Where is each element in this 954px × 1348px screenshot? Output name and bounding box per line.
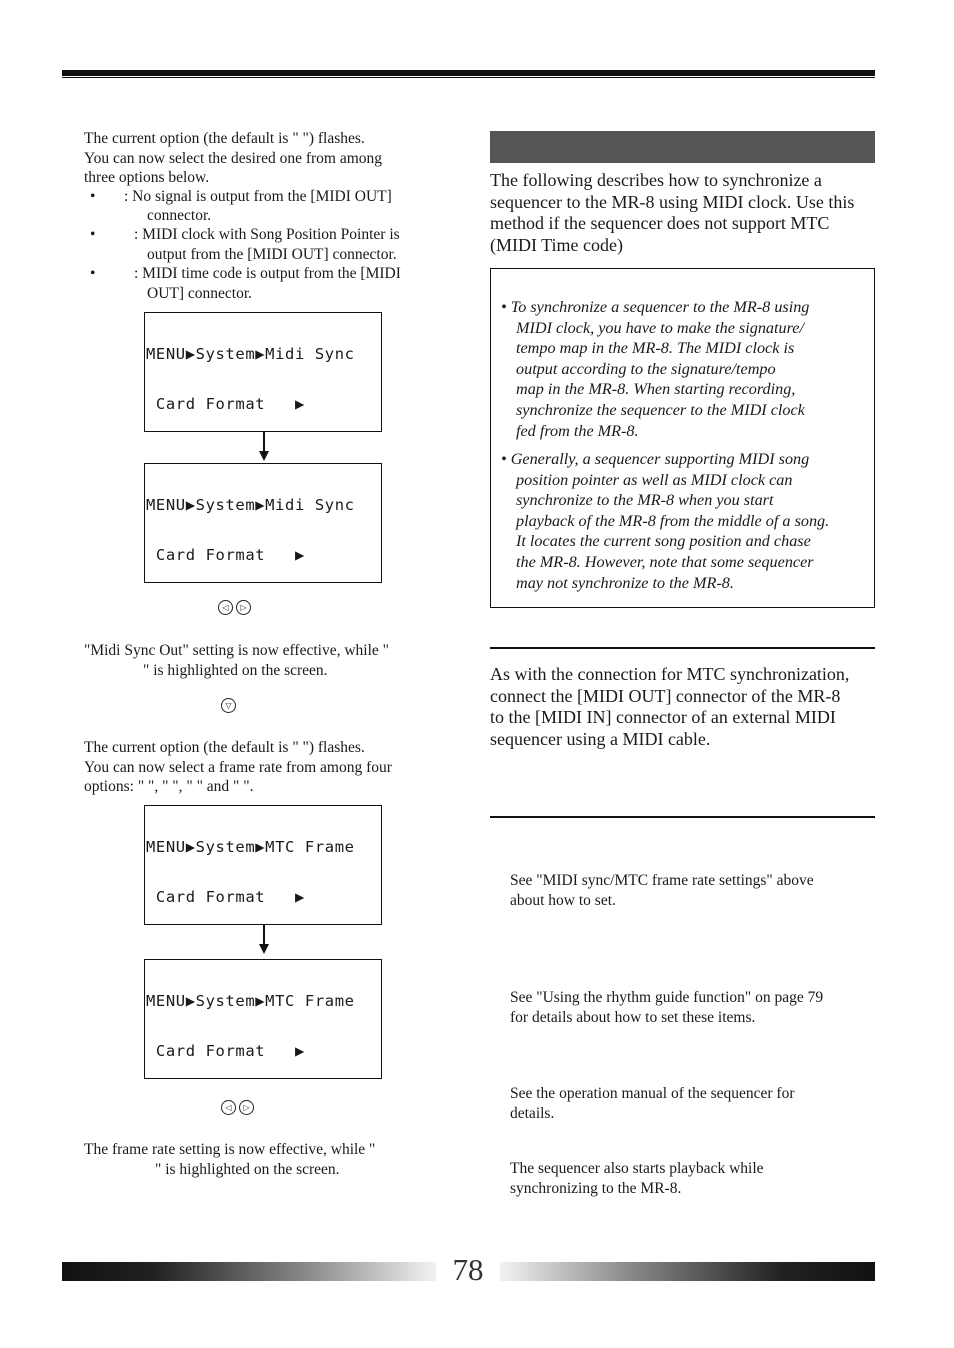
lcd-screen-midi-sync-1: [144, 312, 382, 432]
text-line: As with the connection for MTC synchronization,: [490, 664, 850, 684]
text-line: three options below.: [84, 169, 210, 186]
bullet-marker: •: [90, 226, 96, 243]
header-rule: [62, 70, 875, 76]
text-line: " is highlighted on the screen.: [155, 1160, 340, 1178]
header-rule-thin: [62, 77, 875, 78]
text-line: for details about how to set these items.: [510, 1008, 756, 1026]
text-line: (MIDI Time code): [490, 234, 623, 255]
text-line: The current option (the default is " ") flashes.: [84, 739, 365, 756]
text-line: synchronizing to the MR-8.: [510, 1179, 682, 1197]
bullet-marker: •: [90, 265, 96, 282]
connection-paragraph: [490, 664, 885, 750]
text-line: tempo map in the MR-8. The MIDI clock is: [516, 339, 795, 358]
note-box: [490, 268, 875, 608]
bullet-marker: •: [90, 188, 96, 205]
text-line: the MR-8. However, note that some sequencer: [516, 552, 814, 571]
option-off-desc: : No signal is output from the [MIDI OUT]: [124, 188, 392, 205]
right-button-icon: ▷: [239, 1100, 254, 1115]
arrow-down-icon: [259, 451, 269, 461]
page-number: 78: [452, 1252, 484, 1287]
option-mtc-desc: : MIDI time code is output from the [MIDI: [134, 265, 401, 282]
step-2-note: [510, 988, 880, 1027]
midi-sync-effective-note: [84, 641, 454, 680]
frame-rate-intro: [84, 738, 454, 797]
lcd-line: Card Format ▶: [146, 1041, 305, 1060]
lcd-line: MENU▶System▶MTC Frame: [146, 838, 355, 857]
lcd-screen-mtc-frame-2: [144, 959, 382, 1079]
section-rule: [490, 647, 875, 649]
note-item-2: [501, 449, 873, 593]
lcd-screen-midi-sync-2: [144, 463, 382, 583]
text-line: details.: [510, 1104, 555, 1122]
text-line: See "MIDI sync/MTC frame rate settings" above: [510, 872, 814, 889]
text-line: to the [MIDI IN] connector of an external MIDI: [490, 707, 836, 727]
text-line: connect the [MIDI OUT] connector of the MR-8: [490, 685, 841, 706]
option-off-desc-cont: connector.: [147, 207, 212, 224]
footer-gradient-right: [500, 1262, 875, 1281]
text-line: position pointer as well as MIDI clock can: [516, 470, 793, 489]
text-line: MIDI clock, you have to make the signature/: [516, 318, 804, 337]
text-line: sequencer using a MIDI cable.: [490, 728, 711, 749]
option-clock-desc: : MIDI clock with Song Position Pointer is: [134, 226, 400, 243]
lcd-line: Card Format ▶: [146, 545, 305, 564]
text-line: The frame rate setting is now effective, while ": [84, 1141, 376, 1158]
midi-clock-intro: [490, 170, 880, 256]
option-mtc-desc-cont: OUT] connector.: [147, 285, 253, 302]
text-line: playback of the MR-8 from the middle of a song.: [516, 511, 830, 530]
lcd-screen-mtc-frame-1: [144, 805, 382, 925]
text-line: map in the MR-8. When starting recording,: [516, 380, 796, 399]
right-button-icon: ▷: [236, 600, 251, 615]
section-rule: [490, 816, 875, 818]
footer-gradient-left: [62, 1262, 436, 1281]
lcd-line: MENU▶System▶Midi Sync: [146, 496, 355, 515]
text-line: • To synchronize a sequencer to the MR-8 using: [501, 298, 810, 316]
text-line: fed from the MR-8.: [516, 421, 639, 440]
lcd-line: MENU▶System▶Midi Sync: [146, 345, 355, 364]
text-line: The current option (the default is " ") flashes.: [84, 130, 365, 147]
text-line: See the operation manual of the sequencer for: [510, 1085, 795, 1102]
lcd-line: Card Format ▶: [146, 394, 305, 413]
arrow-down-icon: [259, 944, 269, 954]
text-line: You can now select a frame rate from among four: [84, 758, 392, 776]
left-button-icon: ◁: [221, 1100, 236, 1115]
lcd-line: MENU▶System▶MTC Frame: [146, 992, 355, 1011]
left-button-icon: ◁: [218, 600, 233, 615]
text-line: synchronize to the MR-8 when you start: [516, 491, 774, 510]
option-clock-desc-cont: output from the [MIDI OUT] connector.: [147, 246, 397, 263]
step-4-note: [510, 1159, 880, 1198]
text-line: It locates the current song position and chase: [516, 532, 811, 551]
frame-rate-effective-note: [84, 1140, 454, 1179]
lcd-line: Card Format ▶: [146, 887, 305, 906]
text-line: options: " ", " ", " " and " ".: [84, 778, 254, 795]
text-line: method if the sequencer does not support MTC: [490, 213, 830, 233]
step-1-note: [510, 871, 880, 910]
text-line: sequencer to the MR-8 using MIDI clock. Use this: [490, 191, 855, 212]
text-line: synchronize the sequencer to the MIDI clock: [516, 400, 805, 419]
text-line: The sequencer also starts playback while: [510, 1160, 764, 1177]
text-line: You can now select the desired one from among: [84, 149, 383, 167]
text-line: about how to set.: [510, 891, 616, 909]
text-line: • Generally, a sequencer supporting MIDI song: [501, 450, 810, 468]
option-intro: [84, 129, 454, 188]
text-line: output according to the signature/tempo: [516, 359, 776, 378]
text-line: may not synchronize to the MR-8.: [516, 573, 734, 592]
down-button-icon: ▽: [221, 698, 236, 713]
flow-arrow: [263, 924, 265, 946]
text-line: See "Using the rhythm guide function" on page 79: [510, 989, 824, 1006]
note-item-1: [501, 297, 873, 441]
text-line: "Midi Sync Out" setting is now effective, while ": [84, 642, 389, 659]
text-line: The following describes how to synchronize a: [490, 170, 822, 190]
flow-arrow: [263, 431, 265, 453]
text-line: " is highlighted on the screen.: [143, 661, 328, 679]
section-heading-bar: [490, 131, 875, 163]
step-3-note: [510, 1084, 880, 1123]
